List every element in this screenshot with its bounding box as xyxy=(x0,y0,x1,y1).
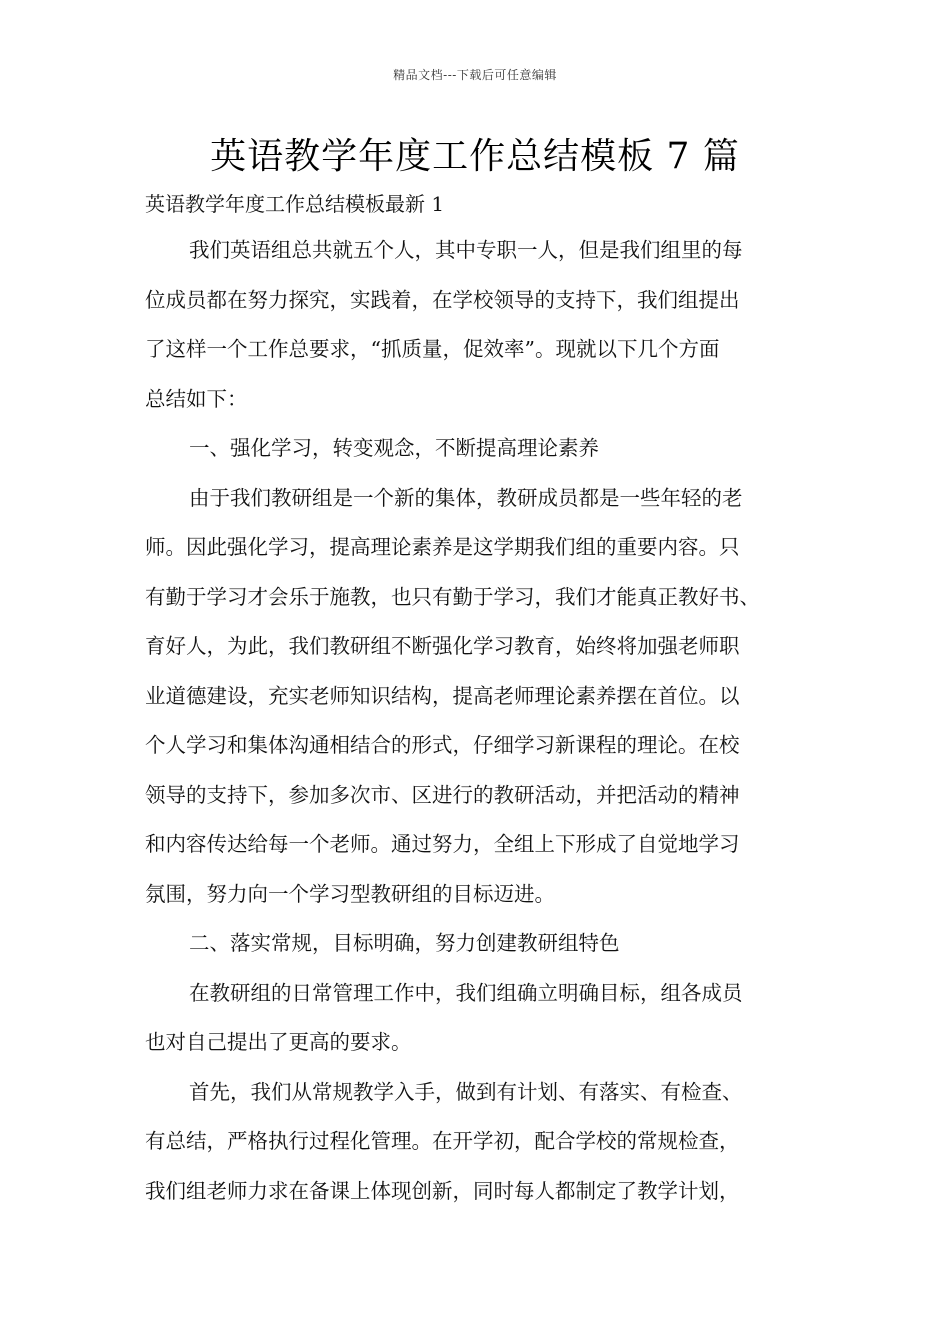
paragraph-line: 我们英语组总共就五个人，其中专职一人，但是我们组里的每 xyxy=(189,238,743,262)
paragraph-line: 业道德建设，充实老师知识结构，提高老师理论素养摆在首位。以 xyxy=(145,683,740,708)
paragraph-line: 了这样一个工作总要求，“抓质量，促效率”。现就以下几个方面 xyxy=(145,337,720,361)
section-subtitle: 英语教学年度工作总结模板最新 1 xyxy=(145,192,445,216)
paragraph-line: 有总结，严格执行过程化管理。在开学初，配合学校的常规检查， xyxy=(145,1129,740,1153)
page-header-note: 精品文档---下载后可任意编辑 xyxy=(393,68,557,82)
paragraph-line: 总结如下： xyxy=(145,386,248,411)
paragraph-line: 有勤于学习才会乐于施教，也只有勤于学习，我们才能真正教好书、 xyxy=(145,584,760,609)
paragraph-line: 师。因此强化学习，提高理论素养是这学期我们组的重要内容。只 xyxy=(145,535,740,559)
paragraph-line: 个人学习和集体沟通相结合的形式，仔细学习新课程的理论。在校 xyxy=(145,733,740,757)
document-body xyxy=(145,226,805,1216)
paragraph-line: 领导的支持下，参加多次市、区进行的教研活动，并把活动的精神 xyxy=(145,782,740,807)
paragraph-line: 也对自己提出了更高的要求。 xyxy=(145,1030,412,1054)
paragraph-line: 育好人，为此，我们教研组不断强化学习教育，始终将加强老师职 xyxy=(145,634,740,658)
paragraph-line: 和内容传达给每一个老师。通过努力，全组上下形成了自觉地学习 xyxy=(145,832,740,856)
paragraph-line: 首先，我们从常规教学入手，做到有计划、有落实、有检查、 xyxy=(189,1079,743,1104)
paragraph-line: 位成员都在努力探究，实践着，在学校领导的支持下，我们组提出 xyxy=(145,287,740,312)
paragraph-line: 我们组老师力求在备课上体现创新，同时每人都制定了教学计划， xyxy=(145,1178,740,1203)
section-heading-2: 二、落实常规，目标明确，努力创建教研组特色 xyxy=(189,931,620,955)
section-heading-1: 一、强化学习，转变观念，不断提高理论素养 xyxy=(189,436,599,460)
paragraph-line: 由于我们教研组是一个新的集体，教研成员都是一些年轻的老 xyxy=(189,485,743,510)
paragraph-line: 在教研组的日常管理工作中，我们组确立明确目标，组各成员 xyxy=(189,980,743,1005)
document-title: 英语教学年度工作总结模板 7 篇 xyxy=(210,136,740,177)
paragraph-line: 氛围，努力向一个学习型教研组的目标迈进。 xyxy=(145,881,555,906)
